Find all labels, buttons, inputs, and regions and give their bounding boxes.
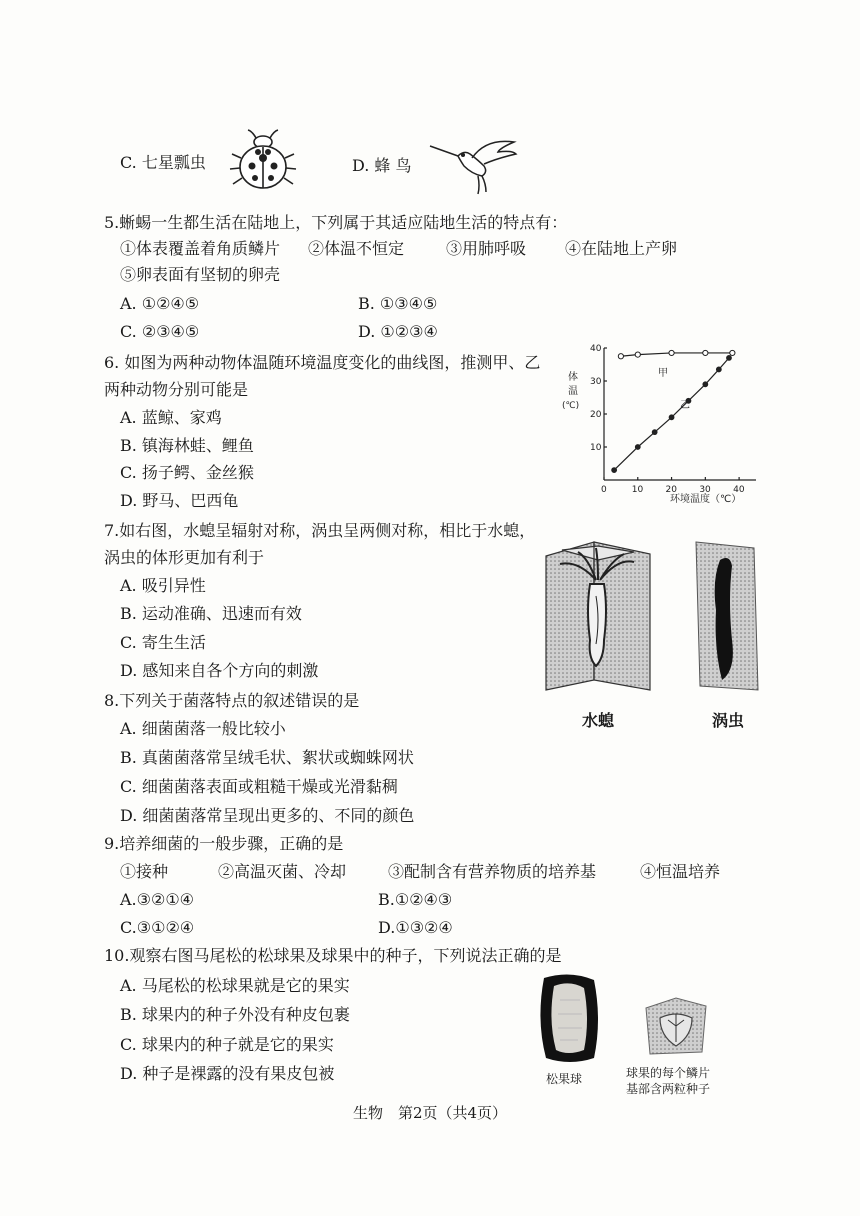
q6-stem-line1: 6. 如图为两种动物体温随环境温度变化的曲线图，推测甲、乙 [104, 353, 541, 372]
q10-stem: 10.观察右图马尾松的松球果及球果中的种子，下列说法正确的是 [104, 946, 562, 965]
data-point [730, 350, 735, 355]
seed-scale-label-line2: 基部含两粒种子 [626, 1082, 711, 1096]
planarian-label: 涡虫 [712, 711, 745, 730]
q5-item-3: ③用肺呼吸 [446, 239, 527, 258]
seed-scale-figure [640, 996, 712, 1058]
q9-item-3: ③配制含有营养物质的培养基 [388, 862, 597, 881]
hydra-label: 水螅 [582, 711, 615, 730]
x-tick-label: 30 [699, 485, 711, 495]
data-point [612, 468, 617, 473]
q7-stem-line1: 7.如右图，水螅呈辐射对称，涡虫呈两侧对称，相比于水螅， [104, 521, 536, 540]
q5-option-c: C. ②③④⑤ [120, 322, 200, 341]
y-tick-label: 10 [590, 443, 602, 453]
y-axis-label-2: 温 [568, 386, 578, 397]
q8-stem: 8.下列关于菌落特点的叙述错误的是 [104, 691, 360, 710]
q7-option-c: C. 寄生生活 [120, 633, 206, 652]
data-point [635, 445, 640, 450]
data-point [727, 356, 732, 361]
x-tick-label: 0 [601, 485, 607, 495]
x-tick-label: 40 [733, 485, 745, 495]
y-tick-label: 40 [590, 344, 602, 354]
data-point [652, 430, 657, 435]
q5-item-5: ⑤卵表面有坚韧的卵壳 [120, 265, 281, 284]
ladybug-icon [228, 128, 298, 196]
q6-option-d: D. 野马、巴西龟 [120, 491, 239, 510]
y-tick-label: 30 [590, 377, 602, 387]
series-label-jia: 甲 [658, 368, 668, 379]
q9-item-4: ④恒温培养 [640, 862, 721, 881]
q7-option-a: A. 吸引异性 [120, 576, 206, 595]
x-tick-label: 10 [631, 485, 644, 495]
q7-option-b: B. 运动准确、迅速而有效 [120, 604, 302, 623]
data-point [703, 382, 708, 387]
q8-option-a: A. 细菌菌落一般比较小 [120, 719, 286, 738]
q5-stem: 5.蜥蜴一生都生活在陆地上，下列属于其适应陆地生活的特点有： [104, 213, 568, 232]
q6-option-c: C. 扬子鳄、金丝猴 [120, 463, 254, 482]
pine-cone-figure [534, 970, 604, 1066]
q5-option-d: D. ①②③④ [358, 322, 438, 341]
q5-option-b: B. ①③④⑤ [358, 294, 438, 313]
q8-option-b: B. 真菌菌落常呈绒毛状、絮状或蜘蛛网状 [120, 748, 414, 767]
y-tick-label: 20 [590, 410, 602, 420]
q5-item-4: ④在陆地上产卵 [565, 239, 678, 258]
q10-option-a: A. 马尾松的松球果就是它的果实 [120, 976, 350, 995]
q5-item-1: ①体表覆盖着角质鳞片 [120, 239, 281, 258]
q8-option-d: D. 细菌菌落常呈现出更多的、不同的颜色 [120, 806, 415, 825]
q5-item-2: ②体温不恒定 [308, 239, 405, 258]
q6-option-b: B. 镇海林蛙、鲤鱼 [120, 436, 254, 455]
q6-option-a: A. 蓝鲸、家鸡 [120, 408, 222, 427]
q5-option-a: A. ①②④⑤ [120, 294, 200, 313]
x-tick-label: 20 [665, 485, 678, 495]
q7-stem-line2: 涡虫的体形更加有利于 [104, 548, 265, 567]
series-label-yi: 乙 [680, 400, 690, 411]
page-footer: 生物 第2页（共4页） [352, 1104, 508, 1122]
planarian-figure [692, 540, 762, 692]
body-temperature-chart [560, 338, 770, 508]
series-line-2 [614, 358, 729, 470]
y-axis-label-1: 体 [568, 372, 578, 383]
q10-option-b: B. 球果内的种子外没有种皮包裹 [120, 1005, 350, 1024]
q9-option-d: D.①③②④ [378, 918, 453, 937]
q4-option-c: C. 七星瓢虫 [120, 153, 206, 172]
data-point [635, 352, 640, 357]
q8-option-c: C. 细菌菌落表面或粗糙干燥或光滑黏稠 [120, 777, 398, 796]
data-point [716, 367, 721, 372]
q9-option-b: B.①②④③ [378, 890, 453, 909]
data-point [618, 354, 623, 359]
q10-option-c: C. 球果内的种子就是它的果实 [120, 1035, 334, 1054]
data-point [669, 415, 674, 420]
seed-scale-label-line1: 球果的每个鳞片 [626, 1066, 711, 1080]
q6-stem-line2: 两种动物分别可能是 [104, 380, 249, 399]
q4-option-d: D. 蜂 鸟 [352, 156, 412, 175]
q7-option-d: D. 感知来自各个方向的刺激 [120, 661, 319, 680]
q9-option-c: C.③①②④ [120, 918, 195, 937]
hummingbird-icon [428, 136, 520, 196]
q9-stem: 9.培养细菌的一般步骤，正确的是 [104, 834, 344, 853]
q9-option-a: A.③②①④ [120, 890, 195, 909]
q9-item-1: ①接种 [120, 862, 169, 881]
pine-cone-label: 松果球 [546, 1072, 583, 1086]
x-axis-label: 环境温度（℃） [670, 494, 742, 505]
data-point [669, 350, 674, 355]
q9-item-2: ②高温灭菌、冷却 [218, 862, 347, 881]
data-point [703, 350, 708, 355]
hydra-figure [538, 540, 658, 692]
q10-option-d: D. 种子是裸露的没有果皮包被 [120, 1064, 335, 1083]
y-axis-label-3: (℃) [562, 401, 580, 411]
